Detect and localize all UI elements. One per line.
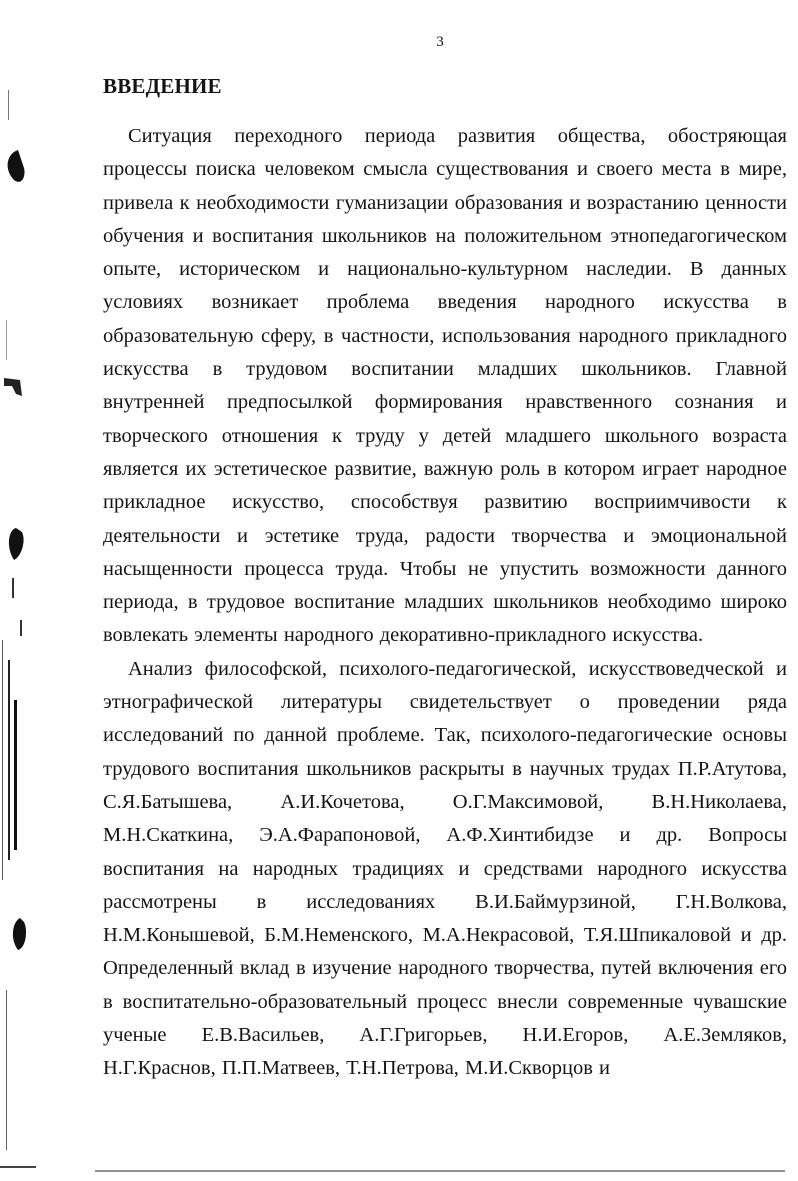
scan-edge-line: [8, 90, 9, 120]
hole-punch-mark: [8, 150, 25, 182]
scan-edge-line: [2, 640, 3, 880]
hole-punch-mark: [9, 528, 24, 560]
section-title: ВВЕДЕНИЕ: [103, 74, 222, 98]
hole-punch-mark: [4, 378, 22, 396]
scan-edge-line: [8, 660, 10, 860]
body-text: [103, 120, 787, 1086]
scan-edge-line: [12, 578, 14, 598]
scan-binding-artifacts: [0, 0, 40, 1181]
scan-edge-line: [14, 700, 17, 850]
paragraph: Анализ философской, психолого-педагогической, искусствоведческой и этнографической литературы свидетельствует о проведении ряда исследований по данной проблеме. Так, психолого-педагогические основы трудового воспитания школьников раскрыты в научных трудах П.Р.Атутова, С.Я.Батышева, А.И.Кочетова, О.Г.Максимовой, В.Н.Николаева, М.Н.Скаткина, Э.А.Фарапоновой, А.Ф.Хинтибидзе и др. Вопросы воспитания на народных традициях и средствами народного искусства рассмотрены в исследованиях В.И.Баймурзиной, Г.Н.Волкова, Н.М.Конышевой, Б.М.Неменского, М.А.Некрасовой, Т.Я.Шпикаловой и др. Определенный вклад в изучение народного творчества, путей включения его в воспитательно-образовательный процесс внесли современные чувашские ученые Е.В.Васильев, А.Г.Григорьев, Н.И.Егоров, А.Е.Земляков, Н.Г.Краснов, П.П.Матвеев, Т.Н.Петрова, М.И.Скворцов и: [103, 657, 787, 1080]
paragraph: Ситуация переходного периода развития общества, обостряющая процессы поиска человеком смысла существования и своего места в мире, привела к необходимости гуманизации образования и возрастанию ценности обучения и воспитания школьников на положительном этнопедагогическом опыте, историческом и национально-культурном наследии. В данных условиях возникает проблема введения народного искусства в образовательную сферу, в частности, использования народного прикладного искусства в трудовом воспитании младших школьников. Главной внутренней предпосылкой формирования нравственного сознания и творческого отношения к труду у детей младшего школьного возраста является их эстетическое развитие, важную роль в котором играет народное прикладное искусство, способствуя развитию восприимчивости к деятельности и эстетике труда, радости творчества и эмоциональной насыщенности процесса труда. Чтобы не упустить возможности данного периода, в трудовое воспитание младших школьников необходимо широко вовлекать элементы народного декоративно-прикладного искусства.: [103, 125, 787, 647]
scan-edge-line: [0, 1166, 36, 1168]
scan-bottom-edge: [95, 1170, 785, 1172]
scan-edge-line: [6, 990, 7, 1150]
page-number: 3: [436, 34, 444, 50]
scan-edge-line: [6, 320, 7, 360]
hole-punch-mark: [13, 918, 26, 950]
scan-edge-line: [20, 620, 22, 636]
